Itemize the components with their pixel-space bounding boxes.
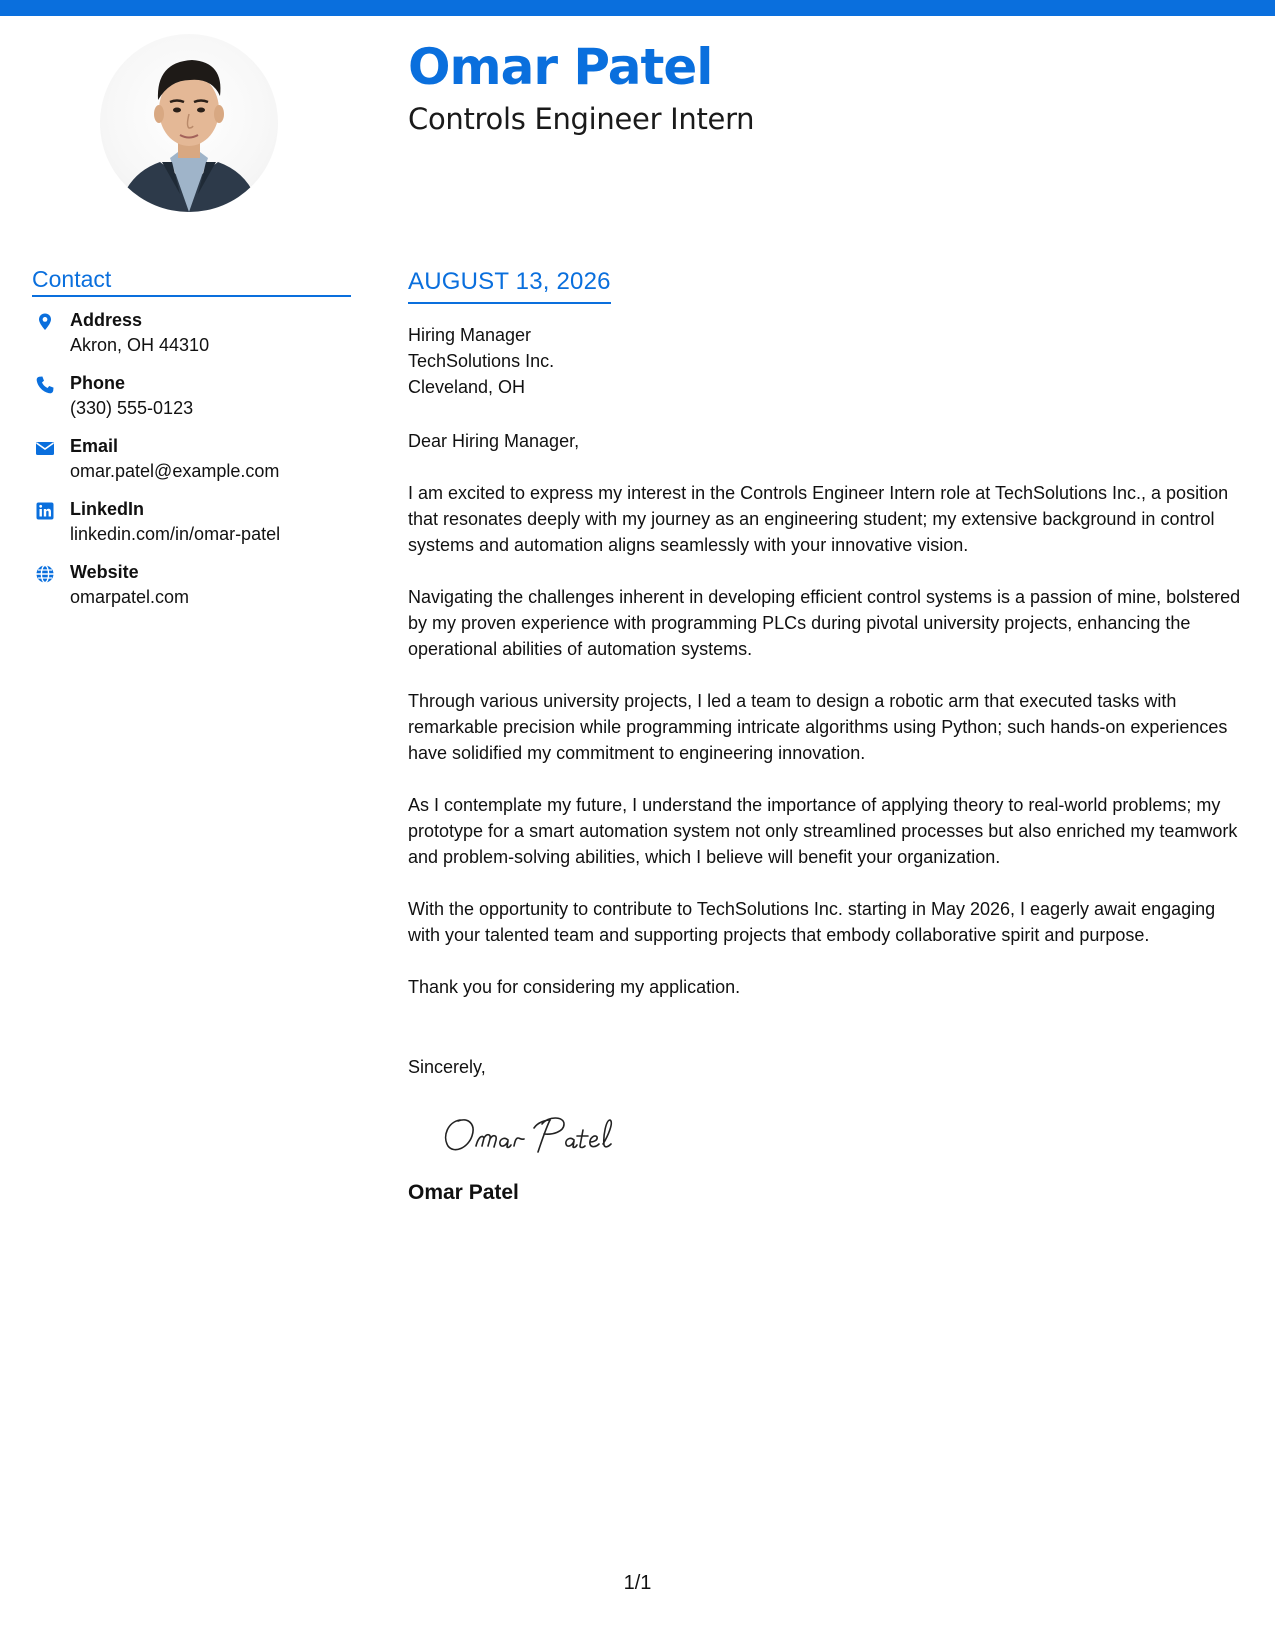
handwritten-signature: [438, 1108, 648, 1158]
contact-heading: Contact: [32, 266, 351, 297]
letter-date: AUGUST 13, 2026: [408, 268, 611, 304]
signer-name: Omar Patel: [408, 1180, 519, 1204]
page-number: 1/1: [623, 1572, 652, 1594]
recipient-location: Cleveland, OH: [408, 376, 526, 397]
email-icon: [35, 438, 55, 458]
contact-item-phone: [32, 372, 351, 420]
globe-icon: [35, 564, 55, 584]
contact-label-phone: Phone: [70, 373, 126, 394]
recipient-block: [408, 322, 1243, 400]
contact-item-website: [32, 561, 351, 609]
contact-value-email[interactable]: omar.patel@example.com: [70, 460, 280, 481]
paragraph: Navigating the challenges inherent in developing efficient control systems is a passion of mine, bolstered by my proven experience with programming PLCs during pivotal university projects, enhancing the operational abilities of automation systems.: [408, 586, 1241, 659]
location-pin-icon: [35, 312, 55, 332]
profile-photo: [100, 34, 278, 212]
paragraph: I am excited to express my interest in the Controls Engineer Intern role at TechSolutions Inc., a position that resonates deeply with my journey as an engineering student; my extensive background in control systems and automation aligns seamlessly with your innovative vision.: [408, 482, 1229, 555]
top-accent-bar: [0, 0, 1275, 16]
recipient-title: Hiring Manager: [408, 324, 532, 345]
contact-value-website[interactable]: omarpatel.com: [70, 586, 190, 607]
paragraph: With the opportunity to contribute to TechSolutions Inc. starting in May 2026, I eagerly await engaging with your talented team and supporting projects that embody collaborative spirit and purpose.: [408, 898, 1216, 945]
contact-value-phone: (330) 555-0123: [70, 397, 194, 418]
phone-icon: [35, 375, 55, 395]
applicant-role: Controls Engineer Intern: [408, 102, 755, 136]
contact-item-email: [32, 435, 351, 483]
closing: Sincerely,: [408, 1056, 486, 1077]
contact-value-linkedin[interactable]: linkedin.com/in/omar-patel: [70, 523, 281, 544]
contact-label-address: Address: [70, 310, 143, 331]
contact-sidebar: [32, 266, 351, 624]
paragraph: Through various university projects, I led a team to design a robotic arm that executed tasks with remarkable precision while programming intricate algorithms using Python; such hands-on experiences have solidified my commitment to engineering innovation.: [408, 690, 1228, 763]
paragraph: As I contemplate my future, I understand the importance of applying theory to real-world problems; my prototype for a smart automation system not only streamlined processes but also enriched my teamwork and problem-solving abilities, which I believe will benefit your organization.: [408, 794, 1238, 867]
contact-item-address: [32, 309, 351, 357]
salutation: Dear Hiring Manager,: [408, 430, 580, 451]
letter-body: [408, 268, 1243, 1205]
contact-item-linkedin: [32, 498, 351, 546]
paragraph: Thank you for considering my application.: [408, 976, 741, 997]
contact-label-email: Email: [70, 436, 119, 457]
contact-label-linkedin: LinkedIn: [70, 499, 145, 520]
contact-label-website: Website: [70, 562, 139, 583]
recipient-company: TechSolutions Inc.: [408, 350, 555, 371]
applicant-name: Omar Patel: [408, 38, 713, 96]
linkedin-icon: [35, 501, 55, 521]
contact-value-address: Akron, OH 44310: [70, 334, 210, 355]
